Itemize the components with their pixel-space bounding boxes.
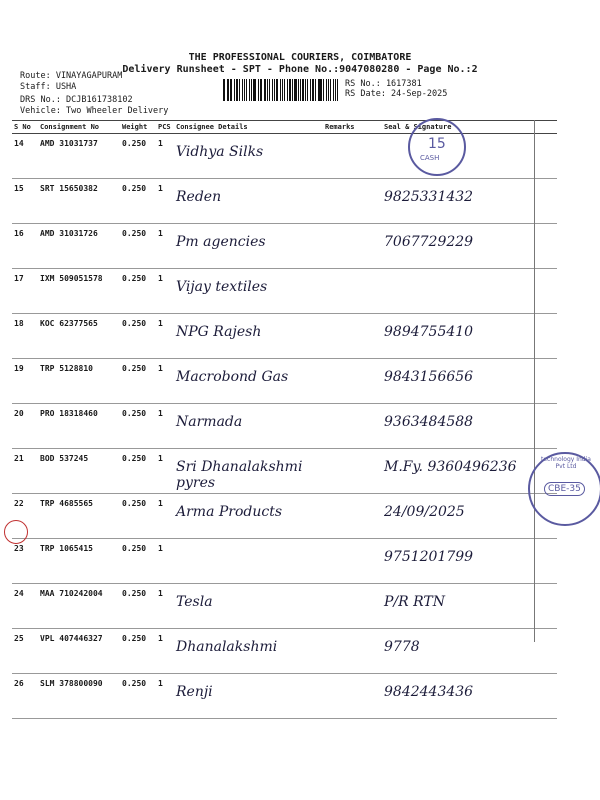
row-consignee: Dhanalakshmi — [174, 629, 323, 674]
row-weight: 0.250 — [120, 134, 156, 179]
cash-stamp — [408, 118, 466, 176]
row-sno: 22 — [12, 494, 38, 539]
barcode — [223, 79, 340, 101]
barcode-bar — [300, 79, 301, 101]
barcode-bar — [246, 79, 247, 101]
row-weight: 0.250 — [120, 404, 156, 449]
barcode-bar — [333, 79, 335, 101]
route-label: Route: VINAYAGAPURAM — [20, 71, 123, 81]
stamp-numeral: 15 — [428, 136, 446, 152]
row-weight: 0.250 — [120, 224, 156, 269]
barcode-bar — [319, 79, 321, 101]
barcode-bar — [289, 79, 291, 101]
row-pcs: 1 — [156, 314, 174, 359]
barcode-bar — [260, 79, 261, 101]
row-consignment-no: PRO 18318460 — [38, 404, 120, 449]
row-sno: 20 — [12, 404, 38, 449]
row-remarks — [323, 224, 382, 269]
row-pcs: 1 — [156, 539, 174, 584]
barcode-bar — [272, 79, 273, 101]
barcode-bar — [244, 79, 246, 101]
row-pcs: 1 — [156, 269, 174, 314]
table-row — [12, 314, 557, 359]
table-row — [12, 269, 557, 314]
row-seal-signature: 7067729229 — [382, 224, 557, 269]
row-remarks — [323, 179, 382, 224]
row-weight: 0.250 — [120, 314, 156, 359]
barcode-bar — [242, 79, 243, 101]
row-pcs: 1 — [156, 359, 174, 404]
row-consignment-no: TRP 1065415 — [38, 539, 120, 584]
barcode-bar — [284, 79, 285, 101]
row-remarks — [323, 674, 382, 719]
cash-stamp-text: CASH — [420, 154, 440, 162]
barcode-bar — [228, 79, 229, 101]
company-code: CBE-35 — [544, 482, 585, 496]
row-seal-signature: 9842443436 — [382, 674, 557, 719]
row-consignment-no: VPL 407446327 — [38, 629, 120, 674]
row-weight: 0.250 — [120, 179, 156, 224]
barcode-bar — [269, 79, 271, 101]
row-sno: 23 — [12, 539, 38, 584]
col-sno: S No — [12, 121, 38, 134]
rs-date: RS Date: 24-Sep-2025 — [345, 89, 448, 99]
row-pcs: 1 — [156, 494, 174, 539]
table-row — [12, 629, 557, 674]
row-weight: 0.250 — [120, 449, 156, 494]
barcode-bar — [249, 79, 250, 101]
barcode-bar — [328, 79, 329, 101]
row-consignee: Vijay textiles — [174, 269, 323, 314]
rs-number: RS No.: 1617381 — [345, 79, 422, 89]
vehicle-label: Vehicle: Two Wheeler Delivery — [20, 106, 169, 116]
row-sno: 18 — [12, 314, 38, 359]
barcode-bar — [318, 79, 319, 101]
row-consignee: Pm agencies — [174, 224, 323, 269]
row-consignee: Renji — [174, 674, 323, 719]
barcode-bar — [234, 79, 235, 101]
row-pcs: 1 — [156, 224, 174, 269]
table-row — [12, 134, 557, 179]
company-stamp — [528, 452, 600, 526]
table-row — [12, 179, 557, 224]
col-remarks: Remarks — [323, 121, 382, 134]
row-consignment-no: BOD 537245 — [38, 449, 120, 494]
barcode-bar — [251, 79, 253, 101]
barcode-bar — [307, 79, 308, 101]
row-weight: 0.250 — [120, 539, 156, 584]
barcode-bar — [294, 79, 296, 101]
row-seal-signature: 24/09/2025 — [382, 494, 557, 539]
row-remarks — [323, 359, 382, 404]
table-header-row — [12, 121, 557, 134]
col-consignee: Consignee Details — [174, 121, 323, 134]
row-seal-signature: P/R RTN — [382, 584, 557, 629]
barcode-bar — [323, 79, 324, 101]
row-consignment-no: SLM 378800090 — [38, 674, 120, 719]
row-consignment-no: TRP 5128810 — [38, 359, 120, 404]
barcode-bar — [227, 79, 228, 101]
row-sno: 14 — [12, 134, 38, 179]
table-row — [12, 359, 557, 404]
runsheet-table — [12, 120, 557, 719]
row-consignee: NPG Rajesh — [174, 314, 323, 359]
row-weight: 0.250 — [120, 629, 156, 674]
barcode-bar — [310, 79, 312, 101]
row-weight: 0.250 — [120, 584, 156, 629]
barcode-bar — [315, 79, 316, 101]
row-consignment-no: MAA 710242004 — [38, 584, 120, 629]
barcode-bar — [253, 79, 255, 101]
row-seal-signature: 9363484588 — [382, 404, 557, 449]
barcode-bar — [274, 79, 275, 101]
row-sno: 21 — [12, 449, 38, 494]
barcode-bar — [230, 79, 232, 101]
barcode-bar — [236, 79, 238, 101]
row-remarks — [323, 629, 382, 674]
barcode-bar — [330, 79, 331, 101]
staff-label: Staff: USHA — [20, 82, 77, 92]
table-row — [12, 539, 557, 584]
drs-number: DRS No.: DCJB161738102 — [20, 95, 133, 105]
barcode-bar — [280, 79, 281, 101]
barcode-bar — [258, 79, 259, 101]
barcode-bar — [326, 79, 328, 101]
row-consignment-no: AMD 31031737 — [38, 134, 120, 179]
row-consignee: Narmada — [174, 404, 323, 449]
barcode-bar — [292, 79, 293, 101]
row-remarks — [323, 269, 382, 314]
barcode-bar — [223, 79, 225, 101]
barcode-bar — [337, 79, 338, 101]
table-row — [12, 224, 557, 269]
barcode-bar — [276, 79, 278, 101]
col-weight: Weight — [120, 121, 156, 134]
barcode-bar — [264, 79, 266, 101]
row-pcs: 1 — [156, 179, 174, 224]
table-row — [12, 494, 557, 539]
row-weight: 0.250 — [120, 269, 156, 314]
barcode-bar — [261, 79, 262, 101]
table-row — [12, 449, 557, 494]
row-consignee: Macrobond Gas — [174, 359, 323, 404]
row-consignee: Reden — [174, 179, 323, 224]
table-row — [12, 674, 557, 719]
row-seal-signature: 9843156656 — [382, 359, 557, 404]
barcode-bar — [335, 79, 336, 101]
row-remarks — [323, 134, 382, 179]
row-seal-signature: 9894755410 — [382, 314, 557, 359]
company-title: THE PROFESSIONAL COURIERS, COIMBATORE — [188, 52, 412, 63]
row-remarks — [323, 539, 382, 584]
barcode-bar — [305, 79, 306, 101]
row-remarks — [323, 584, 382, 629]
barcode-bar — [239, 79, 240, 101]
row-remarks — [323, 314, 382, 359]
row-sno: 26 — [12, 674, 38, 719]
table-row — [12, 584, 557, 629]
row-remarks — [323, 404, 382, 449]
row-consignee — [174, 539, 323, 584]
company-stamp-text: technology India Pvt Ltd — [541, 456, 591, 470]
row-sno: 16 — [12, 224, 38, 269]
table-row — [12, 404, 557, 449]
row-pcs: 1 — [156, 629, 174, 674]
col-pcs: PCS — [156, 121, 174, 134]
row-weight: 0.250 — [120, 359, 156, 404]
row-remarks — [323, 449, 382, 494]
row-seal-signature: 9825331432 — [382, 179, 557, 224]
row-pcs: 1 — [156, 674, 174, 719]
row-consignee: Arma Products — [174, 494, 323, 539]
row-sno: 15 — [12, 179, 38, 224]
row-weight: 0.250 — [120, 674, 156, 719]
barcode-bar — [312, 79, 314, 101]
row-sno: 25 — [12, 629, 38, 674]
row-seal-signature — [382, 269, 557, 314]
row-pcs: 1 — [156, 449, 174, 494]
row-consignee: Sri Dhanalakshmi pyres — [174, 449, 323, 494]
row-seal-signature: 9751201799 — [382, 539, 557, 584]
row-sno: 19 — [12, 359, 38, 404]
row-consignment-no: AMD 31031726 — [38, 224, 120, 269]
barcode-bar — [287, 79, 288, 101]
row-seal-signature: 9778 — [382, 629, 557, 674]
row-pcs: 1 — [156, 134, 174, 179]
row-consignment-no: IXM 509051578 — [38, 269, 120, 314]
row-consignment-no: KOC 62377565 — [38, 314, 120, 359]
row-consignee: Vidhya Silks — [174, 134, 323, 179]
barcode-bar — [302, 79, 304, 101]
row-sno: 24 — [12, 584, 38, 629]
row-remarks — [323, 494, 382, 539]
right-border — [534, 120, 535, 642]
col-seal: Seal & Signature — [382, 121, 557, 134]
row-consignee: Tesla — [174, 584, 323, 629]
row-consignment-no: SRT 15650382 — [38, 179, 120, 224]
row-consignment-no: TRP 4685565 — [38, 494, 120, 539]
runsheet-subtitle: Delivery Runsheet - SPT - Phone No.:9047080280 - Page No.:2 — [122, 64, 478, 75]
barcode-bar — [298, 79, 299, 101]
row-24-circle-mark — [4, 520, 28, 544]
barcode-bar — [282, 79, 284, 101]
row-sno: 17 — [12, 269, 38, 314]
row-weight: 0.250 — [120, 494, 156, 539]
col-consignment: Consignment No — [38, 121, 120, 134]
row-seal-signature: M.Fy. 9360496236 — [382, 449, 557, 494]
barcode-bar — [267, 79, 268, 101]
row-pcs: 1 — [156, 584, 174, 629]
row-pcs: 1 — [156, 404, 174, 449]
